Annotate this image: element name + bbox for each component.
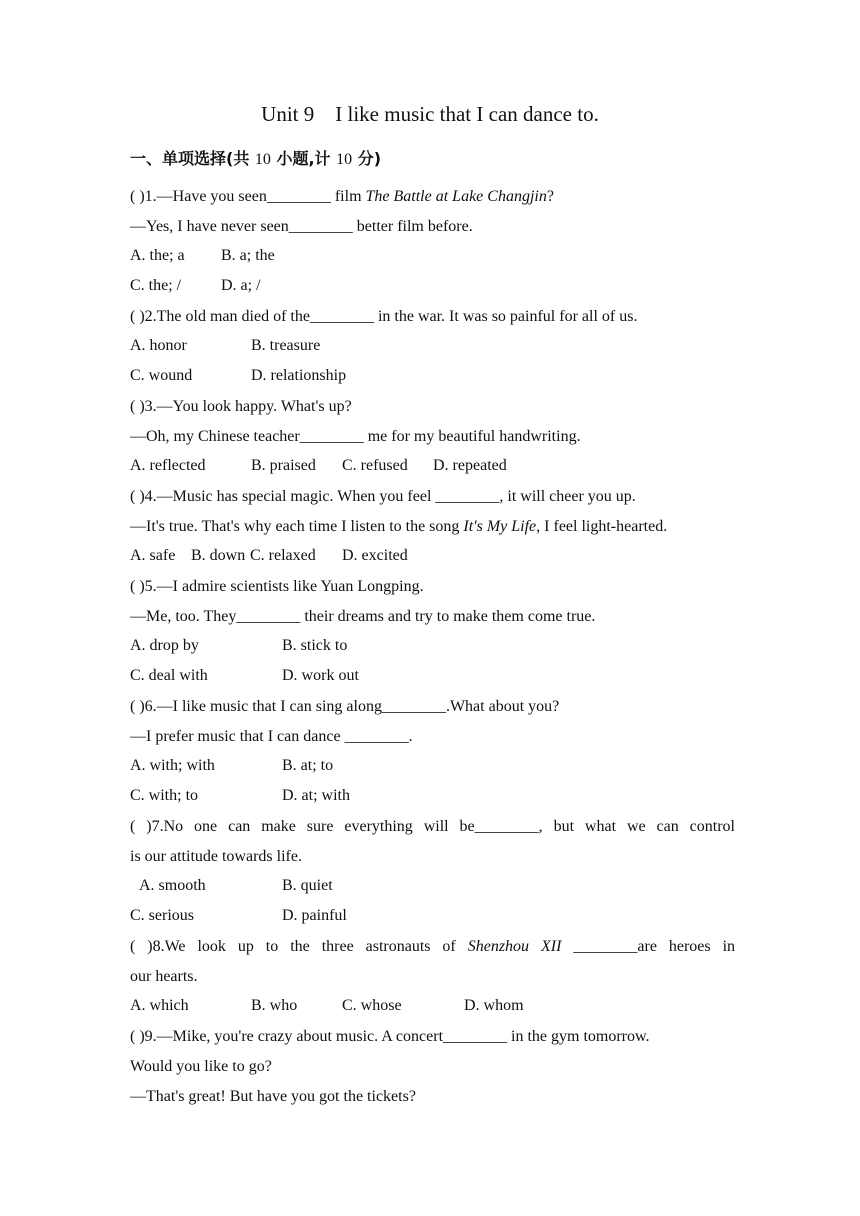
- question-3-reply: —Oh, my Chinese teacher________ me for my beautiful handwriting.: [130, 428, 581, 445]
- q5-option-d: D. work out: [282, 667, 359, 684]
- section-heading: [130, 146, 381, 169]
- q4-option-b: B. down: [191, 547, 246, 564]
- q3-option-d: D. repeated: [433, 457, 507, 474]
- q4-option-d: D. excited: [342, 547, 408, 564]
- question-7-stem: ( )7.No one can make sure everything will be________, but what we can control: [130, 818, 735, 835]
- q6-option-c: C. with; to: [130, 787, 199, 804]
- question-1-stem: ( )1.—Have you seen________ film The Battle at Lake Changjin?: [130, 188, 554, 205]
- q6-option-d: D. at; with: [282, 787, 350, 804]
- q7-option-d: D. painful: [282, 907, 347, 924]
- q5-option-b: B. stick to: [282, 637, 348, 654]
- question-5-stem: ( )5.—I admire scientists like Yuan Longping.: [130, 578, 424, 595]
- q5-option-a: A. drop by: [130, 637, 199, 654]
- q5-option-c: C. deal with: [130, 667, 208, 684]
- spacecraft-name: Shenzhou XII: [467, 938, 562, 955]
- question-9-reply: —That's great! But have you got the tickets?: [130, 1088, 416, 1105]
- q1-option-d: D. a; /: [221, 277, 261, 294]
- q8-option-c: C. whose: [342, 997, 402, 1014]
- q1-option-a: A. the; a: [130, 247, 185, 264]
- q7-option-b: B. quiet: [282, 877, 333, 894]
- question-9-stem-cont: Would you like to go?: [130, 1058, 272, 1075]
- q3-option-b: B. praised: [251, 457, 316, 474]
- q2-option-b: B. treasure: [251, 337, 321, 354]
- section-label-a: 一、单项选择(共: [130, 149, 255, 168]
- q7-option-a: A. smooth: [139, 877, 206, 894]
- q6-option-a: A. with; with: [130, 757, 215, 774]
- q8-option-d: D. whom: [464, 997, 524, 1014]
- section-count: 10: [254, 151, 271, 168]
- question-8-stem: ( )8.We look up to the three astronauts of Shenzhou XII ________are heroes in: [130, 938, 736, 955]
- question-2-stem: ( )2.The old man died of the________ in the war. It was so painful for all of us.: [130, 308, 638, 325]
- q1-option-b: B. a; the: [221, 247, 275, 264]
- question-5-reply: —Me, too. They________ their dreams and try to make them come true.: [130, 608, 596, 625]
- question-4-stem: ( )4.—Music has special magic. When you feel ________, it will cheer you up.: [130, 488, 636, 505]
- section-label-b: 小题,计: [270, 149, 337, 168]
- q2-option-a: A. honor: [130, 337, 187, 354]
- q2-option-c: C. wound: [130, 367, 193, 384]
- question-7-stem-cont: is our attitude towards life.: [130, 848, 302, 865]
- question-8-stem-cont: our hearts.: [130, 968, 198, 985]
- q8-option-b: B. who: [251, 997, 298, 1014]
- section-label-c: 分): [352, 149, 382, 168]
- q1-option-c: C. the; /: [130, 277, 182, 294]
- question-9-stem: ( )9.—Mike, you're crazy about music. A concert________ in the gym tomorrow.: [130, 1028, 650, 1045]
- q3-option-a: A. reflected: [130, 457, 206, 474]
- q3-option-c: C. refused: [342, 457, 408, 474]
- page-title: Unit 9 I like music that I can dance to.: [261, 102, 599, 126]
- q4-option-a: A. safe: [130, 547, 176, 564]
- q2-option-d: D. relationship: [251, 367, 347, 384]
- q4-option-c: C. relaxed: [250, 547, 316, 564]
- question-6-reply: —I prefer music that I can dance ________.: [130, 728, 413, 745]
- question-4-reply: —It's true. That's why each time I listen to the song It's My Life, I feel light-hearted.: [130, 518, 668, 535]
- question-6-stem: ( )6.—I like music that I can sing along________.What about you?: [130, 698, 560, 715]
- question-3-stem: ( )3.—You look happy. What's up?: [130, 398, 352, 415]
- q8-option-a: A. which: [130, 997, 189, 1014]
- q7-option-c: C. serious: [130, 907, 194, 924]
- film-title: The Battle at Lake Changjin: [365, 188, 547, 205]
- question-1-reply: —Yes, I have never seen________ better film before.: [130, 218, 473, 235]
- song-title: It's My Life: [463, 518, 537, 535]
- q6-option-b: B. at; to: [282, 757, 334, 774]
- section-score: 10: [336, 151, 353, 168]
